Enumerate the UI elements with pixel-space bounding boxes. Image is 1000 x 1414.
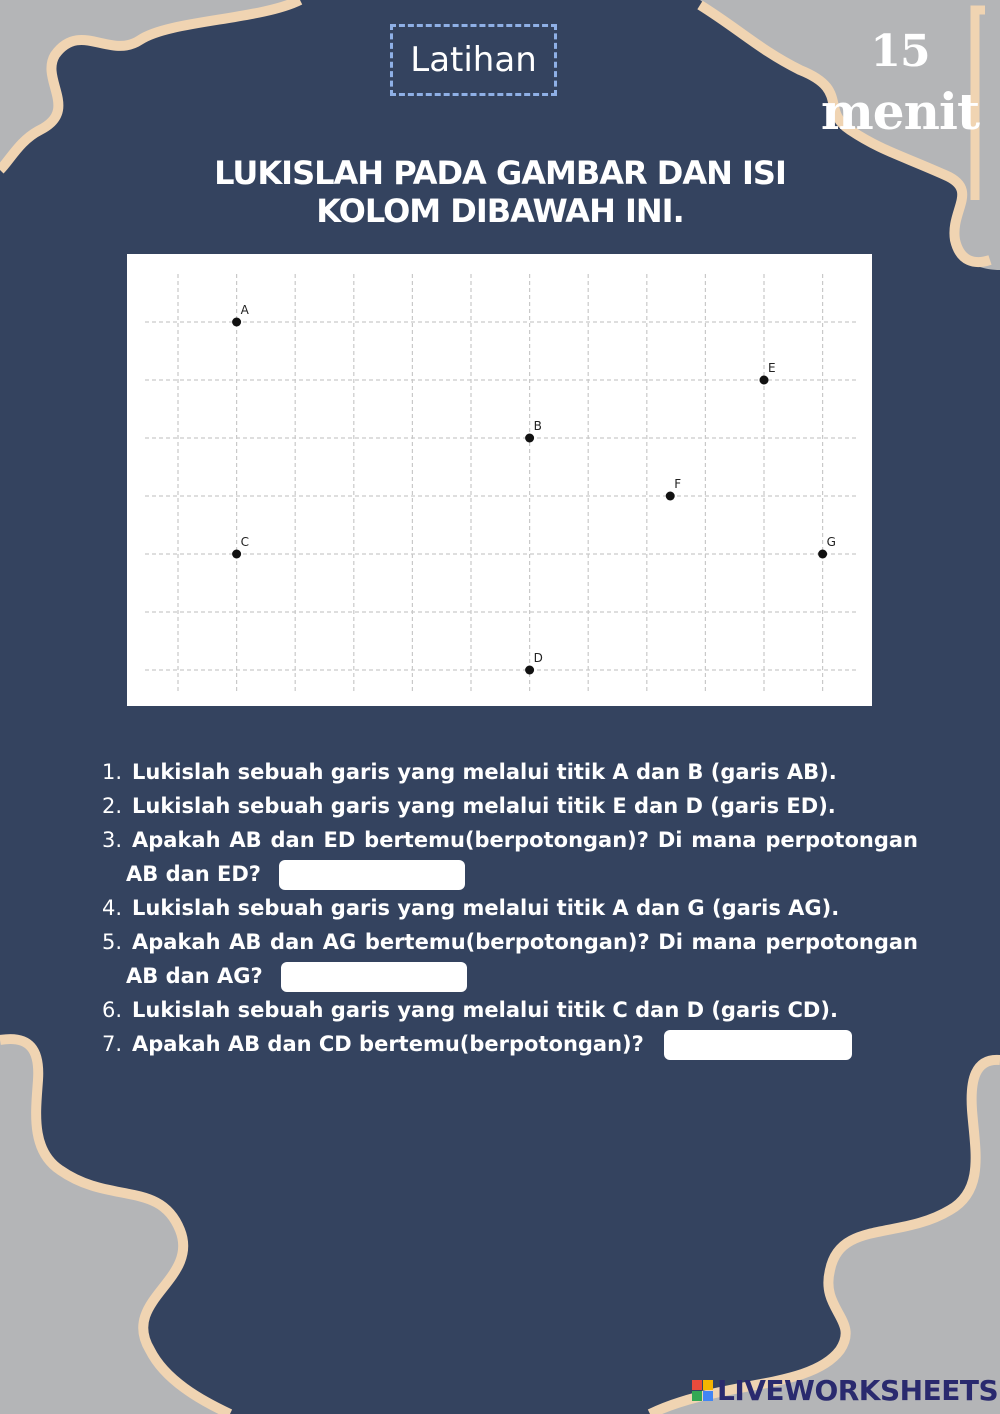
point-label-g: G bbox=[826, 535, 836, 549]
page-title bbox=[150, 154, 850, 230]
point-g bbox=[818, 550, 827, 559]
question-number: 7. bbox=[102, 1032, 123, 1056]
question-text-continued: AB dan AG? bbox=[126, 964, 263, 988]
question-item bbox=[102, 1027, 918, 1061]
point-e bbox=[760, 376, 769, 385]
point-label-b: B bbox=[533, 419, 542, 433]
question-text: Apakah AB dan CD bertemu(berpotongan)? bbox=[132, 1032, 644, 1056]
question-item bbox=[102, 823, 918, 857]
point-label-e: E bbox=[768, 361, 776, 375]
question-item bbox=[102, 789, 918, 823]
point-a bbox=[232, 318, 241, 327]
answer-field-3[interactable] bbox=[279, 860, 465, 890]
timer-label bbox=[820, 22, 980, 142]
question-number: 5. bbox=[102, 930, 123, 954]
grid-canvas bbox=[127, 254, 872, 706]
point-label-c: C bbox=[240, 535, 249, 549]
timer-unit: menit bbox=[820, 82, 980, 141]
point-label-f: F bbox=[674, 477, 682, 491]
question-item bbox=[102, 925, 918, 959]
question-text: Lukislah sebuah garis yang melalui titik C dan D (garis CD). bbox=[132, 998, 838, 1022]
latihan-badge: Latihan bbox=[390, 24, 557, 96]
title-line-2: KOLOM DIBAWAH INI. bbox=[316, 192, 684, 230]
question-item bbox=[102, 755, 918, 789]
question-item bbox=[102, 993, 918, 1027]
question-number: 6. bbox=[102, 998, 123, 1022]
question-text-continued: AB dan ED? bbox=[126, 862, 261, 886]
point-f bbox=[666, 492, 675, 501]
answer-field-7[interactable] bbox=[664, 1030, 852, 1060]
question-text: Apakah AB dan ED bertemu(berpotongan)? Di mana perpotongan bbox=[132, 828, 918, 852]
grid-figure bbox=[127, 254, 872, 706]
question-list bbox=[102, 755, 918, 1061]
point-d bbox=[525, 666, 534, 675]
question-item bbox=[102, 891, 918, 925]
point-label-d: D bbox=[533, 651, 543, 665]
question-item-continuation bbox=[102, 857, 918, 891]
point-label-a: A bbox=[240, 303, 249, 317]
question-item-continuation bbox=[102, 959, 918, 993]
question-text: Lukislah sebuah garis yang melalui titik E dan D (garis ED). bbox=[132, 794, 836, 818]
liveworksheets-brand bbox=[692, 1372, 998, 1408]
point-b bbox=[525, 434, 534, 443]
question-text: Apakah AB dan AG bertemu(berpotongan)? Di mana perpotongan bbox=[132, 930, 918, 954]
question-text: Lukislah sebuah garis yang melalui titik A dan B (garis AB). bbox=[132, 760, 837, 784]
title-line-1: LUKISLAH PADA GAMBAR DAN ISI bbox=[214, 154, 786, 192]
question-number: 3. bbox=[102, 828, 123, 852]
question-number: 1. bbox=[102, 760, 123, 784]
question-text: Lukislah sebuah garis yang melalui titik A dan G (garis AG). bbox=[132, 896, 840, 920]
timer-number: 15 bbox=[870, 26, 930, 77]
point-c bbox=[232, 550, 241, 559]
brand-text: LIVEWORKSHEETS bbox=[717, 1373, 999, 1407]
question-number: 4. bbox=[102, 896, 123, 920]
question-number: 2. bbox=[102, 794, 123, 818]
answer-field-5[interactable] bbox=[281, 962, 467, 992]
liveworksheets-logo-icon bbox=[692, 1380, 713, 1401]
